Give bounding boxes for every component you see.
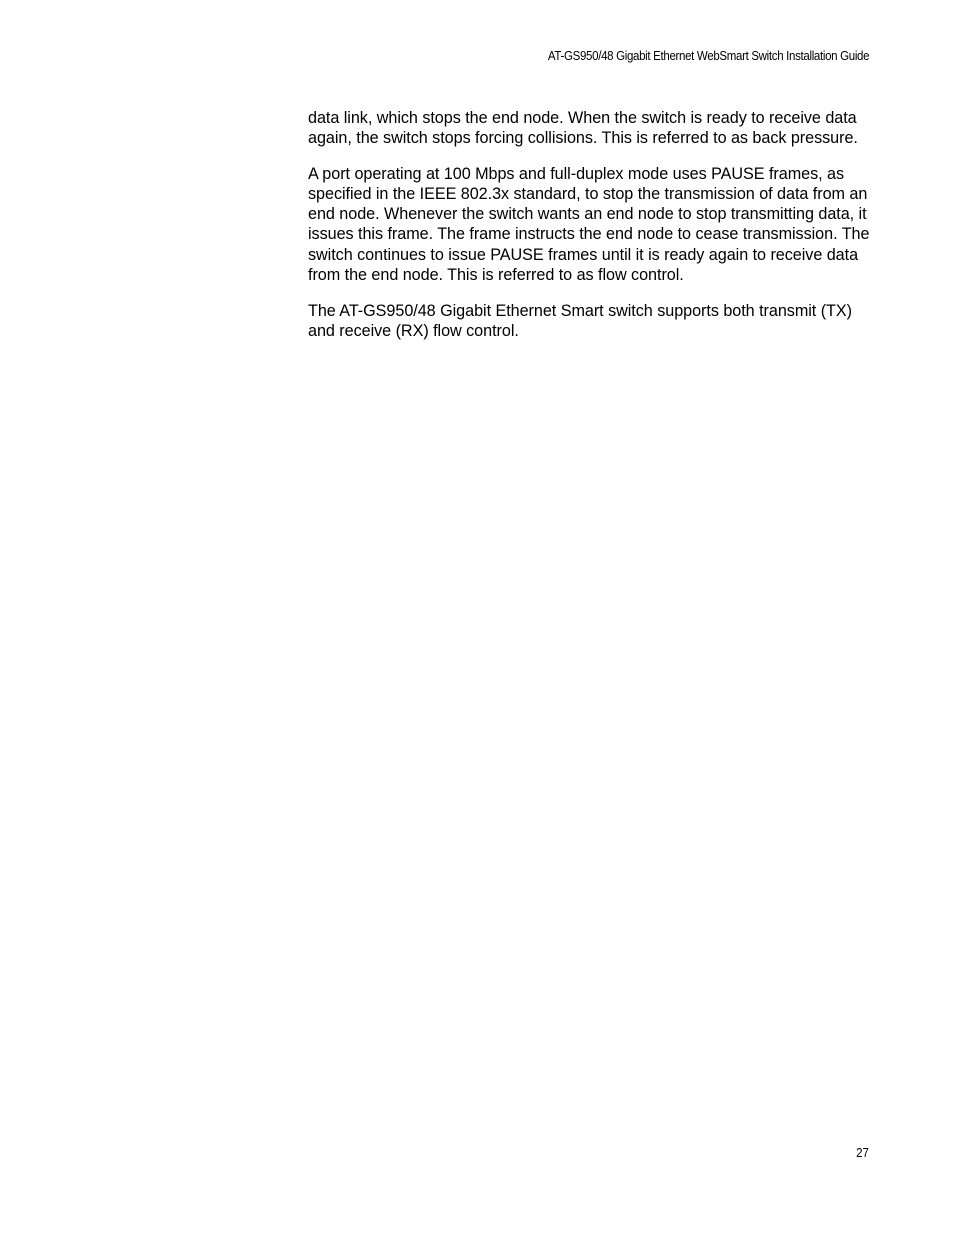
body-text: [308, 108, 870, 357]
paragraph-back-pressure: data link, which stops the end node. When the switch is ready to receive data again, the switch stops forcing collisions. This is referred to as back pressure.: [308, 109, 858, 148]
page-number: 27: [856, 1146, 869, 1160]
paragraph-pause-frames: A port operating at 100 Mbps and full-duplex mode uses PAUSE frames, as specified in the IEEE 802.3x standard, to stop the transmission of data from an end node. Whenever the switch wants an end node to stop transmitting data, it issues this frame. The frame instructs the end node to cease transmission. The switch continues to issue PAUSE frames until it is ready again to receive data from the end node. This is referred to as flow control.: [308, 165, 870, 284]
paragraph-flow-control-support: The AT-GS950/48 Gigabit Ethernet Smart switch supports both transmit (TX) and receive (RX) flow control.: [308, 301, 852, 340]
running-header: AT-GS950/48 Gigabit Ethernet WebSmart Switch Installation Guide: [547, 49, 869, 63]
